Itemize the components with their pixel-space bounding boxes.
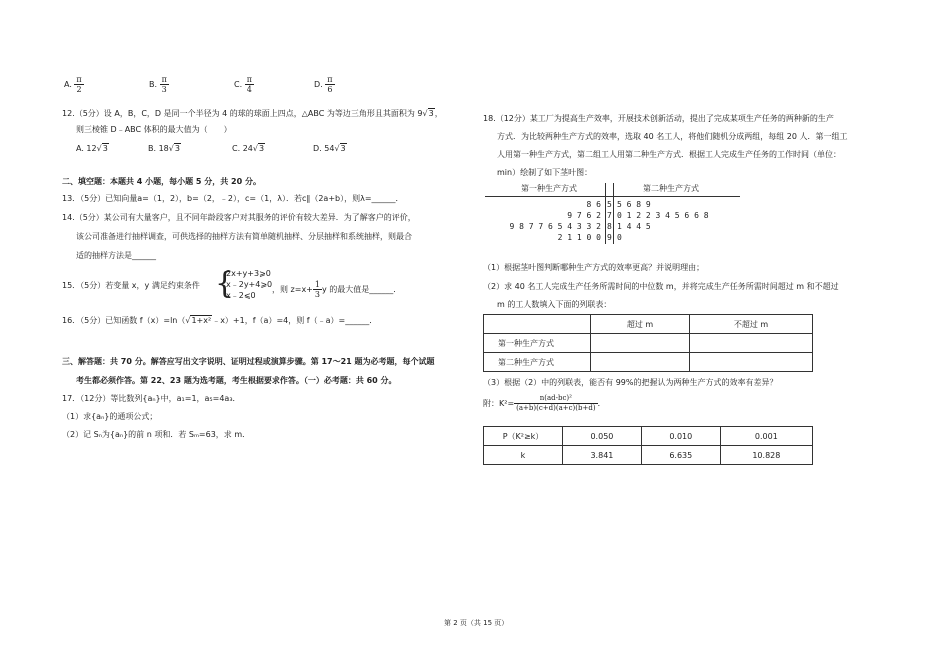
section3-line2: 考生都必须作答。第 22、23 题为选考题，考生根据要求作答。（一）必考题：共 60 分。 <box>76 376 397 385</box>
q17-part1: （1）求{aₙ}的通项公式； <box>62 412 158 421</box>
q12-option-b: B. 18√3 <box>148 144 180 153</box>
stem-row: 2 1 1 0 0 <box>557 233 601 242</box>
stem-row-right: 5 6 8 9 <box>617 200 651 209</box>
q17: 17．（12分）等比数列{aₙ}中，a₁=1，a₅=4a₃． <box>62 394 241 403</box>
stem-divider-right <box>613 183 614 244</box>
q14-line3: 适的抽样方法是______ <box>76 251 156 260</box>
section3-line1: 三、解答题：共 70 分。解答应写出文字说明、证明过程或演算步骤。第 17～21 题为必考题，每个试题 <box>62 357 435 366</box>
q18-line2: 方式．为比较两种生产方式的效率，选取 40 名工人，将他们随机分成两组，每组 20 人．第一组工 <box>497 132 848 141</box>
constraint-system: 2x+y+3⩾0 x﹣2y+4⩾0 x﹣2⩽0 <box>226 269 273 300</box>
q12-option-c: C. 24√3 <box>232 144 265 153</box>
fraction: $\frac{\pi}{3}$ <box>161 75 167 94</box>
q11-option-b: B. $\frac{\pi}{3}$ <box>149 75 167 94</box>
q12-option-a: A. 12√3 <box>76 144 108 153</box>
stem-row-right: 1 4 4 5 <box>617 222 651 231</box>
q13: 13．（5分）已知向量a=（1，2），b=（2，﹣2），c=（1，λ）．若c∥（2a+b），则λ=______． <box>62 194 404 203</box>
table-cell: P（K²≥k） <box>484 427 563 446</box>
fraction: $\frac{\pi}{4}$ <box>246 75 252 94</box>
table-cell: 6.635 <box>641 446 720 465</box>
stem-row: 9 7 6 2 <box>567 211 601 220</box>
stem-row-right: 0 1 2 2 3 4 5 6 6 8 <box>617 211 709 220</box>
table-cell: 10.828 <box>720 446 812 465</box>
table-cell: 3.841 <box>563 446 642 465</box>
stem-header-left: 第一种生产方式 <box>521 184 577 193</box>
q18-line1: 18.（12分）某工厂为提高生产效率，开展技术创新活动，提出了完成某项生产任务的两种新的生产 <box>483 114 834 123</box>
q18-line4: min）绘制了如下茎叶图： <box>497 168 593 177</box>
table-cell: 0.001 <box>720 427 812 446</box>
fraction: $\frac{1}{3}$ <box>314 280 320 299</box>
stem-value: 5 <box>607 200 612 209</box>
q11-option-c: C. $\frac{\pi}{4}$ <box>234 75 252 94</box>
table-cell: k <box>484 446 563 465</box>
contingency-table <box>483 314 813 372</box>
q12-option-d: D. 54√3 <box>313 144 346 153</box>
stem-row: 8 6 <box>586 200 601 209</box>
q12-line2: 则三棱锥 D﹣ABC 体积的最大值为（ ） <box>76 125 232 134</box>
page-footer: 第 2 页（共 15 页） <box>444 619 509 627</box>
stem-header-right: 第二种生产方式 <box>643 184 699 193</box>
stem-row: 9 8 7 7 6 5 4 3 3 2 <box>509 222 601 231</box>
table-row-label: 第一种生产方式 <box>484 334 591 353</box>
table-cell: 0.050 <box>563 427 642 446</box>
table-cell <box>690 334 813 353</box>
stem-value: 7 <box>607 211 612 220</box>
table-cell <box>690 353 813 372</box>
section2-title: 二、填空题：本题共 4 小题，每小题 5 分，共 20 分。 <box>62 177 261 186</box>
q18-part1: （1）根据茎叶图判断哪种生产方式的效率更高？并说明理由； <box>483 263 705 272</box>
q11-option-d: D. $\frac{\pi}{6}$ <box>314 75 333 94</box>
q17-part2: （2）记 Sₙ为{aₙ}的前 n 项和．若 Sₘ=63，求 m． <box>62 430 251 439</box>
q18-line3: 人用第一种生产方式，第二组工人用第二种生产方式．根据工人完成生产任务的工作时间（单位： <box>497 150 841 159</box>
stem-row-right: 0 <box>617 233 622 242</box>
stem-divider-left <box>605 183 606 244</box>
table-cell <box>484 315 591 334</box>
stem-leaf-plot <box>483 183 813 245</box>
table-row-label: 第二种生产方式 <box>484 353 591 372</box>
table-cell: 0.010 <box>641 427 720 446</box>
stem-value: 8 <box>607 222 612 231</box>
q16: 16．（5分）已知函数 f（x）=ln（√1+x²﹣x）+1，f（a）=4，则 f（﹣a）=______． <box>62 316 378 325</box>
table-cell <box>591 353 690 372</box>
q12-line1: 12.（5分）设 A，B，C，D 是同一个半径为 4 的球的球面上四点，△ABC 为等边三角形且其面积为 9√3， <box>62 109 443 118</box>
q18-part3: （3）根据（2）中的列联表，能否有 99%的把握认为两种生产方式的效率有差异？ <box>483 378 778 387</box>
fraction: $\frac{\pi}{2}$ <box>76 75 82 94</box>
critical-values-table <box>483 426 813 465</box>
table-header: 超过 m <box>591 315 690 334</box>
q18-part2-line2: m 的工人数填入下面的列联表： <box>497 300 612 309</box>
brace-icon: { <box>215 266 235 301</box>
q14-line2: 该公司准备进行抽样调查，可供选择的抽样方法有简单随机抽样、分层抽样和系统抽样，则最合 <box>76 232 412 241</box>
table-header: 不超过 m <box>690 315 813 334</box>
table-cell <box>591 334 690 353</box>
q14-line1: 14.（5分）某公司有大量客户，且不同年龄段客户对其服务的评价有较大差异．为了解客户的评价， <box>62 213 416 222</box>
stem-value: 9 <box>607 233 612 242</box>
q18-part2-line1: （2）求 40 名工人完成生产任务所需时间的中位数 m，并将完成生产任务所需时间超过 m 和不超过 <box>483 282 839 291</box>
fraction: $\frac{\text{n(ad-bc)²}}{(a+b)(c+d)(a+c)(b+d)}$ <box>516 394 596 412</box>
fraction: $\frac{\pi}{6}$ <box>327 75 333 94</box>
q11-option-a: A. $\frac{\pi}{2}$ <box>64 75 82 94</box>
k-squared-formula: 附：K²= $\frac{\text{n(ad-bc)²}}{(a+b)(c+d)(a+c)(b+d)}$ ． <box>483 394 606 412</box>
